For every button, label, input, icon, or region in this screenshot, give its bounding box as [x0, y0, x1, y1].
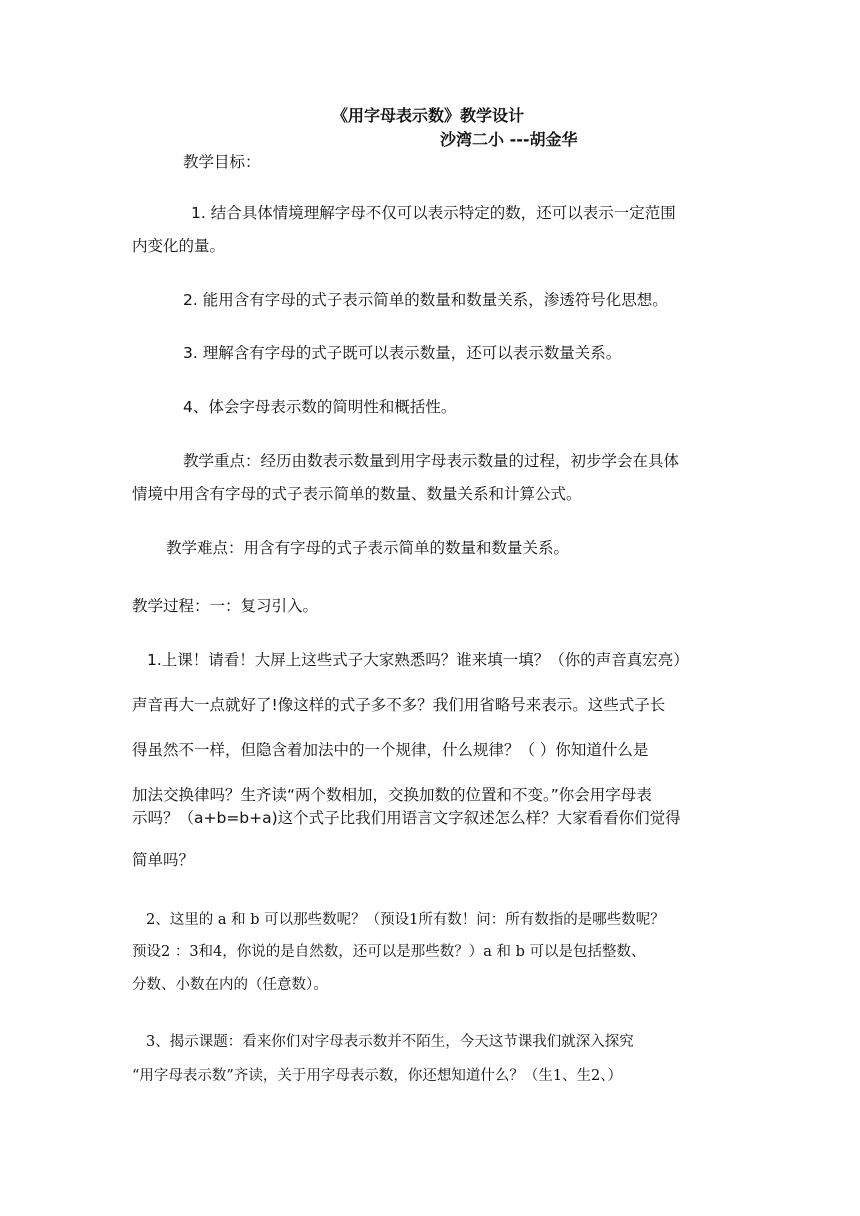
- paragraph-1-line-3: 得虽然不一样，但隐含着加法中的一个规律，什么规律？（ ）你知道什么是: [132, 741, 649, 759]
- paragraph-1-line-6: 简单吗？: [132, 851, 195, 869]
- goal-4: 4、体会字母表示数的简明性和概括性。: [183, 398, 457, 416]
- difficulty-point: 教学难点：用含有字母的式子表示简单的数量和数量关系。: [166, 539, 570, 557]
- paragraph-1-line-4: 加法交换律吗？生齐读“两个数相加，交换加数的位置和不变。”你会用字母表: [132, 786, 652, 804]
- document-title: 《用字母表示数》教学设计: [332, 106, 525, 125]
- key-point-line-2: 情境中用含有字母的式子表示简单的数量、数量关系和计算公式。: [132, 485, 582, 503]
- key-point-line-1: 教学重点：经历由数表示数量到用字母表示数量的过程，初步学会在具体: [183, 452, 680, 470]
- process-heading: 教学过程：一：复习引入。: [132, 597, 319, 615]
- goal-2: 2. 能用含有字母的式子表示简单的数量和数量关系，渗透符号化思想。: [183, 291, 668, 309]
- paragraph-2-line-2: 预设2 ：3和4，你说的是自然数，还可以是那些数？）a 和 b 可以是包括整数、: [132, 944, 646, 960]
- paragraph-1-line-1: 1.上课！请看！大屏上这些式子大家熟悉吗？谁来填一填？（你的声音真宏亮）: [147, 651, 689, 669]
- paragraph-1-line-2: 声音再大一点就好了!像这样的式子多不多？我们用省略号来表示。这些式子长: [132, 696, 666, 714]
- paragraph-1-line-5: 示吗？（a+b=b+a)这个式子比我们用语言文字叙述怎么样？大家看看你们觉得: [132, 809, 681, 827]
- paragraph-2-line-3: 分数、小数在内的（任意数）。: [132, 977, 328, 993]
- paragraph-3-line-1: 3、揭示课题：看来你们对字母表示数并不陌生，今天这节课我们就深入探究: [146, 1034, 634, 1050]
- goal-1-line-1: 1. 结合具体情境理解字母不仅可以表示特定的数，还可以表示一定范围: [191, 204, 676, 222]
- paragraph-2-line-1: 2、这里的 a 和 b 可以那些数呢？（预设1所有数！问：所有数指的是哪些数呢？: [146, 912, 665, 928]
- paragraph-3-line-2: “用字母表示数”齐读，关于用字母表示数，你还想知道什么？（生1、生2、）: [132, 1068, 623, 1084]
- author-line: 沙湾二小 ---胡金华: [440, 130, 578, 149]
- goals-heading: 教学目标：: [183, 153, 261, 171]
- goal-1-line-2: 内变化的量。: [132, 237, 226, 255]
- goal-3: 3. 理解含有字母的式子既可以表示数量，还可以表示数量关系。: [183, 344, 622, 362]
